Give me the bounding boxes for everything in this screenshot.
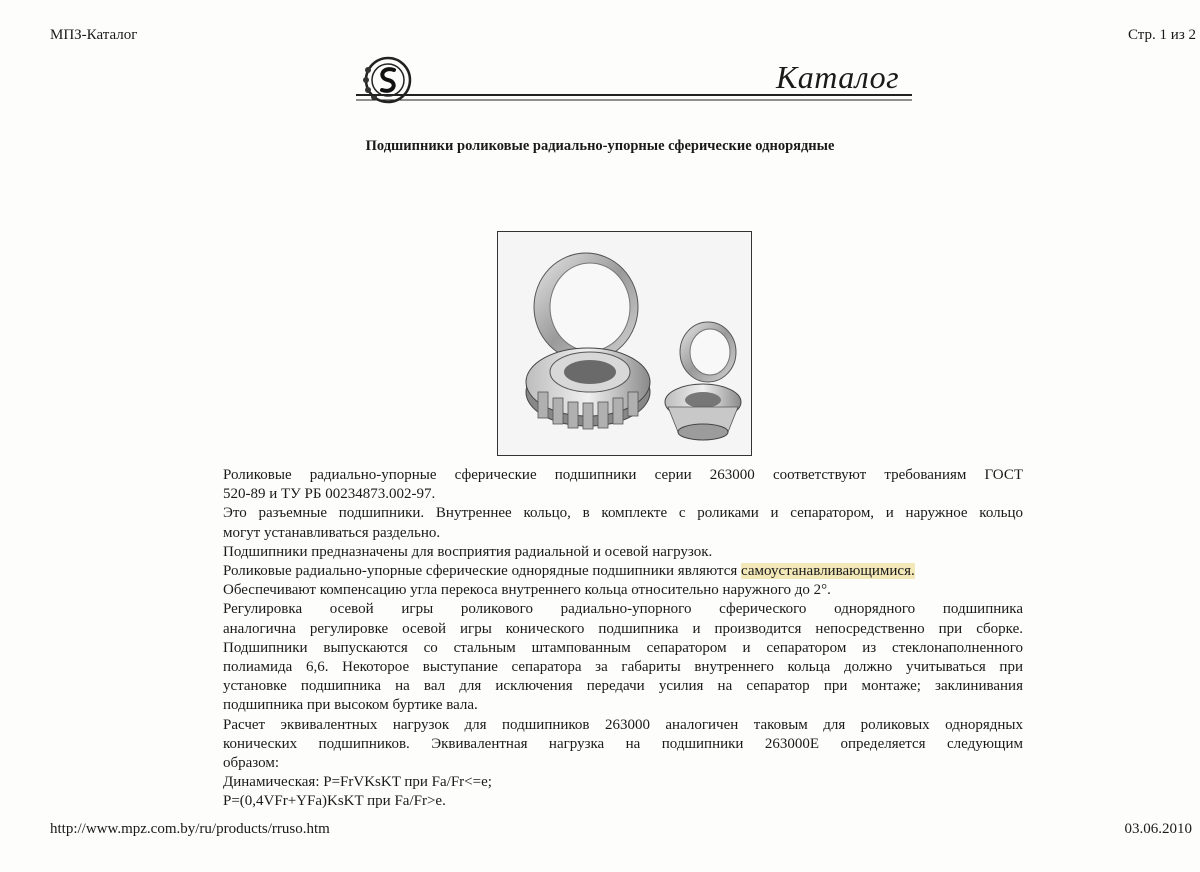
formula-line: P=(0,4VFr+YFa)KsKT при Fa/Fr>e.	[223, 793, 446, 810]
source-url: http://www.mpz.com.by/ru/products/rruso.htm	[50, 821, 330, 837]
text-line: конических подшипников. Эквивалентная нагрузка на подшипники 263000Е определяется следующим	[223, 735, 1023, 752]
page-header-site-name: МПЗ-Каталог	[50, 27, 138, 43]
text-line: образом:	[223, 755, 280, 772]
catalog-title: Каталог	[776, 59, 900, 95]
text-line: Это разъемные подшипники. Внутреннее кольцо, в комплекте с роликами и сепаратором, и наружное кольцо	[223, 505, 1023, 522]
text-line: установке подшипника на вал для исключения передачи усилия на сепаратор при монтаже; заклинивания	[223, 678, 1023, 695]
text-segment: Роликовые радиально-упорные сферические однорядные подшипники являются	[223, 563, 742, 580]
text-line: могут устанавливаться раздельно.	[223, 524, 441, 541]
description-text	[223, 466, 1023, 812]
text-line	[223, 562, 1023, 581]
formula-line: Динамическая: P=FrVKsKT при Fa/Fr<=e;	[223, 774, 492, 791]
tapered-roller-bearing-photo	[498, 232, 751, 455]
bearing-photo	[497, 231, 752, 456]
text-line: Регулировка осевой игры роликового радиально-упорного сферического однорядного подшипника	[223, 601, 1023, 618]
print-date: 03.06.2010	[1124, 821, 1192, 837]
text-line: Подшипники предназначены для восприятия радиальной и осевой нагрузок.	[223, 543, 713, 560]
text-line: Расчет эквивалентных нагрузок для подшипников 263000 аналогичен таковым для роликовых однорядных	[223, 716, 1023, 733]
text-line: Роликовые радиально-упорные сферические подшипники серии 263000 соответствуют требованиям ГОСТ	[223, 467, 1023, 483]
text-line: Подшипники выпускаются со стальным штампованным сепаратором и сепаратором из стеклонаполненного	[223, 639, 1023, 656]
page-number: Стр. 1 из 2	[1128, 27, 1196, 43]
text-line: 520-89 и ТУ РБ 00234873.002-97.	[223, 486, 436, 503]
text-line: Обеспечивают компенсацию угла перекоса внутреннего кольца относительно наружного до 2°.	[223, 582, 831, 599]
text-line: полиамида 6,6. Некоторое выступание сепаратора за габариты внутреннего кольца должно учитываться при	[223, 659, 1023, 676]
catalog-logo-banner	[352, 50, 912, 110]
page-title: Подшипники роликовые радиально-упорные сферические однорядные	[365, 138, 835, 154]
text-line: подшипника при высоком буртике вала.	[223, 697, 478, 714]
highlighted-word: самоустанавливающимися.	[741, 563, 915, 580]
text-line: аналогична регулировке осевой игры конического подшипника и производится непосредственно при сборке.	[223, 620, 1023, 637]
